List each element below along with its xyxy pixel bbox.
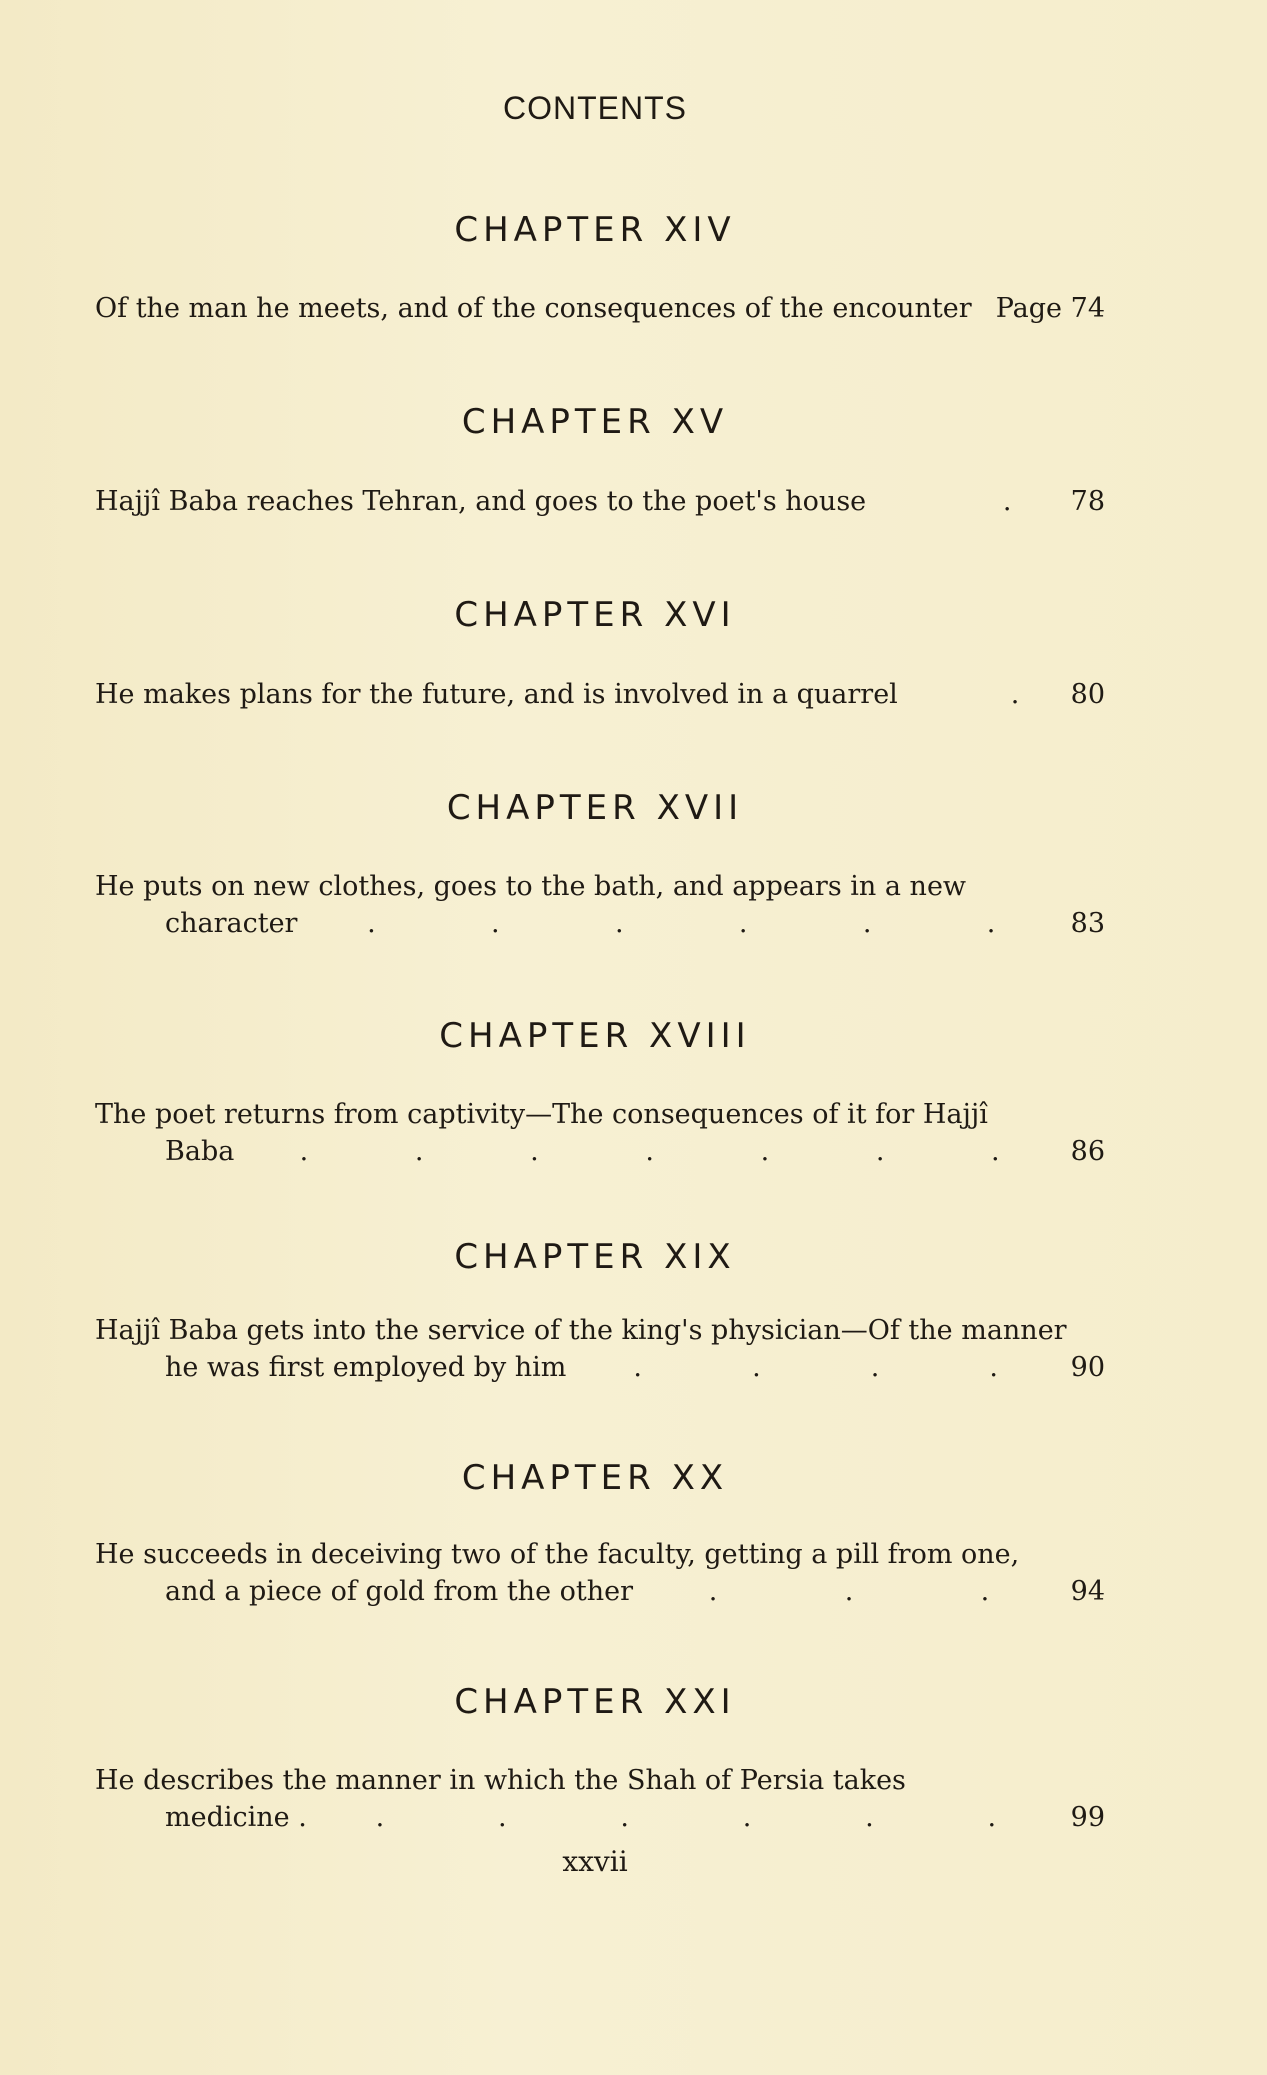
- leader-dot: .: [1002, 486, 1012, 517]
- summary-line: He puts on new clothes, goes to the bath, and appears in a new: [95, 871, 967, 902]
- summary-line: Of the man he meets, and of the consequences of the encounter: [95, 293, 972, 324]
- page-number: 94: [1070, 1576, 1105, 1607]
- summary-line: Hajjî Baba reaches Tehran, and goes to the poet's house: [95, 486, 867, 517]
- chapter-title: CHAPTER XIV: [454, 210, 736, 250]
- chapter-summary: [95, 290, 1105, 327]
- chapter-summary: He succeeds in deceiving two of the faculty, getting a pill from one, and a piece of gold from the other . . . 94: [95, 1536, 1105, 1610]
- chapter-summary: Hajjî Baba gets into the service of the king's physician—Of the manner he was first employed by him . . . . 90: [95, 1312, 1105, 1386]
- page-number: 86: [1070, 1136, 1105, 1167]
- summary-line: character: [165, 908, 298, 939]
- page-number: 80: [1070, 679, 1105, 710]
- chapter-summary: [95, 483, 1105, 520]
- page-number: 78: [1070, 486, 1105, 517]
- summary-line: and a piece of gold from the other: [165, 1576, 634, 1607]
- chapter-summary: He puts on new clothes, goes to the bath, and appears in a new character . . . . . . 83: [95, 868, 1105, 942]
- running-header: CONTENTS: [503, 90, 687, 126]
- summary-line: He succeeds in deceiving two of the faculty, getting a pill from one,: [95, 1539, 1020, 1570]
- page-label: Page: [995, 293, 1063, 324]
- chapter-summary: He describes the manner in which the Shah of Persia takes medicine . . . . . . . 99: [95, 1762, 1105, 1836]
- chapter-title: CHAPTER XIX: [454, 1237, 736, 1277]
- summary-line: medicine .: [165, 1802, 307, 1833]
- summary-line: He makes plans for the future, and is involved in a quarrel: [95, 679, 898, 710]
- summary-line: He describes the manner in which the Shah of Persia takes: [95, 1765, 906, 1796]
- summary-line: he was first employed by him: [165, 1352, 567, 1383]
- chapter-title: CHAPTER XVII: [446, 788, 744, 828]
- chapter-title: CHAPTER XX: [461, 1458, 729, 1498]
- chapter-summary: The poet returns from captivity—The consequences of it for Hajjî Baba . . . . . . . 86: [95, 1096, 1105, 1170]
- page-number: 83: [1070, 908, 1105, 939]
- summary-line: Baba: [165, 1136, 235, 1167]
- chapter-summary: [95, 676, 1105, 713]
- folio-page-number: xxvii: [562, 1845, 628, 1878]
- chapter-title: CHAPTER XV: [461, 402, 729, 442]
- summary-line: The poet returns from captivity—The consequences of it for Hajjî: [95, 1099, 988, 1130]
- summary-line: Hajjî Baba gets into the service of the king's physician—Of the manner: [95, 1315, 1067, 1346]
- chapter-title: CHAPTER XXI: [454, 1682, 736, 1722]
- leader-dot: .: [1010, 679, 1020, 710]
- chapter-title: CHAPTER XVI: [454, 595, 736, 635]
- chapter-title: CHAPTER XVIII: [439, 1016, 751, 1056]
- page-number: 99: [1070, 1802, 1105, 1833]
- page-number: 90: [1070, 1352, 1105, 1383]
- page-number: 74: [1070, 293, 1105, 324]
